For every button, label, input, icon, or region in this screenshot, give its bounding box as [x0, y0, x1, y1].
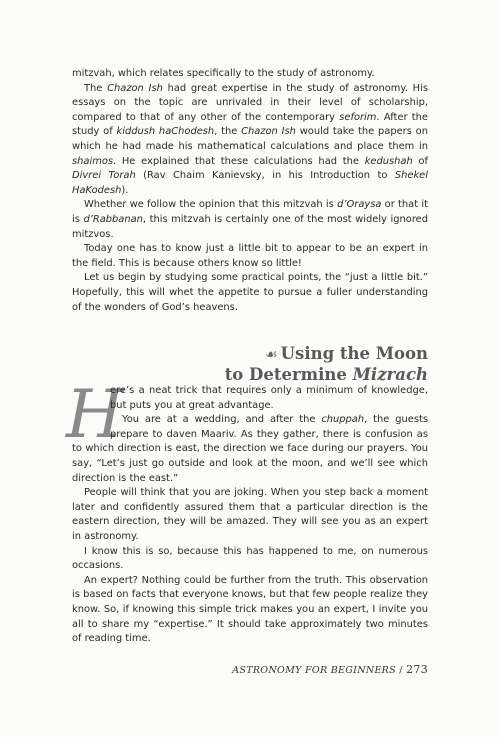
separator: /	[395, 665, 407, 676]
section-heading: ☙ Using the Moon to Determine Mizrach	[224, 344, 428, 384]
body-text-bottom	[66, 376, 428, 647]
fleuron-icon: ☙	[265, 347, 278, 363]
paragraph: Today one has to know just a little bit to appear to be an expert in the field. This is because others know so little!	[72, 243, 428, 269]
paragraph: Let us begin by studying some practical points, the “just a little bit.” Hopefully, this will whet the appetite to pursue a fuller understanding of the wonders of God’s heavens.	[72, 272, 428, 313]
page-number: 273	[406, 663, 428, 676]
paragraph: mitzvah, which relates specifically to the study of astronomy.	[72, 68, 375, 79]
running-footer	[232, 663, 428, 676]
paragraph: People will think that you are joking. When you step back a moment later and confidently assured them that a particular direction is the eastern direction, they will be amazed. They will see you as an expert in astronomy.	[72, 487, 428, 542]
paragraph: An expert? Nothing could be further from the truth. This observation is based on facts that everyone knows, but that few people realize they know. So, if knowing this simple trick makes you an expert, I invite you all to share my “expertise.” It should take approximately two minutes of reading time.	[72, 574, 428, 645]
body-text-top	[72, 67, 428, 315]
paragraph: Whether we follow the opinion that this mitzvah is d’Oraysa or that it is d’Rabbanan, this mitzvah is certainly one of the most widely ignored mitzvos.	[72, 199, 428, 240]
paragraph: ere’s a neat trick that requires only a minimum of knowledge, but puts you at great advantage.	[110, 385, 428, 411]
book-title: ASTRONOMY FOR BEGINNERS	[232, 665, 396, 676]
paragraph: I know this is so, because this has happened to me, on numerous occasions.	[72, 545, 428, 572]
paragraph: The Chazon Ish had great expertise in the study of astronomy. His essays on the topic are unrivaled in their level of scholarship, compared to that of any other of the contemporary seforim. After the study of kiddush haChodesh, the Chazon Ish would take the papers on which he had made his mathematical calculations and place them in shaimos. He explained that these calculations had the kedushah of Divrei Torah (Rav Chaim Kanievsky, in his Introduction to Shekel HaKodesh).	[72, 82, 429, 196]
paragraph: You are at a wedding, and after the chuppah, the guests prepare to daven Maariv. As they gather, there is confusion as to which direction is east, the direction we face during our prayers. You say, “Let’s just go outside and look at the moon, and we’ll see which direction is the east.”	[72, 414, 428, 484]
drop-cap: H	[66, 376, 124, 453]
